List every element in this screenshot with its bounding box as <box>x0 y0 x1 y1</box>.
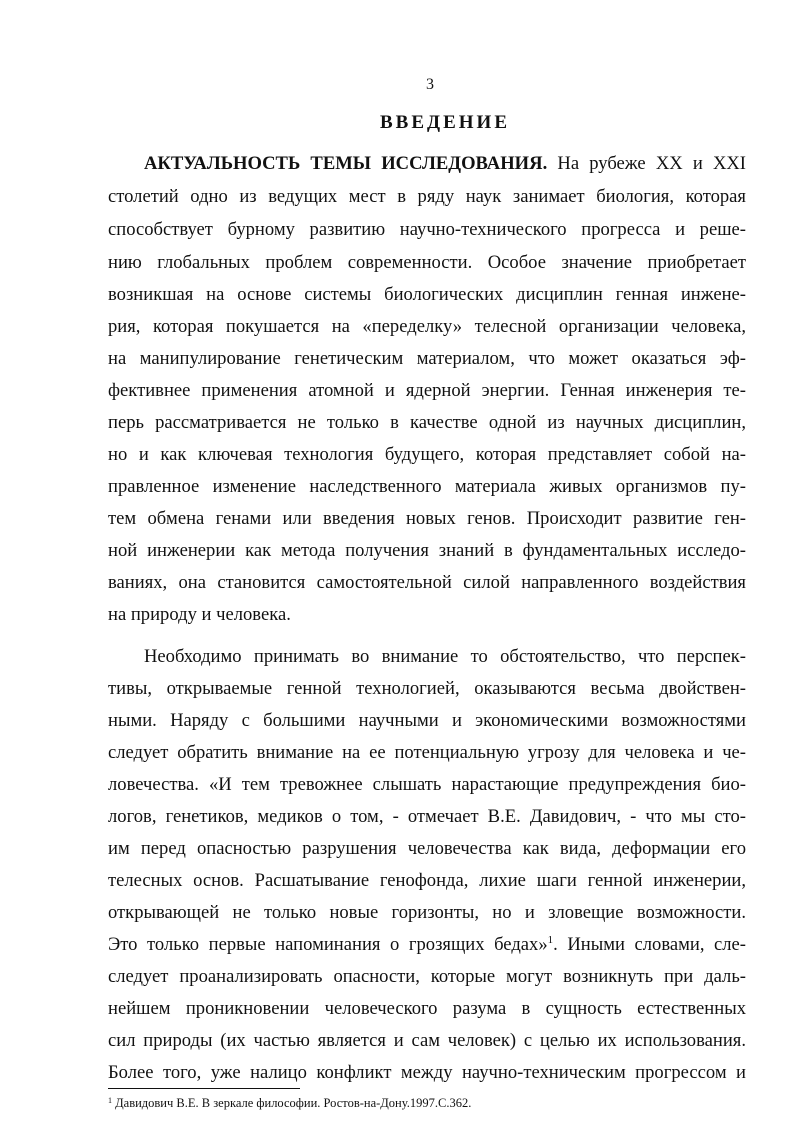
text-line: следует обратить внимание на ее потенциальную угрозу для человека и че- <box>108 742 746 763</box>
footnote-marker: 1 <box>108 1096 112 1105</box>
text-line: телесных основ. Расшатывание генофонда, лихие шаги генной инженерии, <box>108 870 746 891</box>
text-line: ными. Наряду с большими научными и экономическими возможностями <box>108 710 746 731</box>
text-line: Это только первые напоминания о грозящих бедах»$^1$. Иными словами, сле- <box>108 934 747 955</box>
footnote-text: Давидович В.Е. В зеркале философии. Ростов-на-Дону.1997.С.362. <box>115 1096 472 1110</box>
text-line: столетий одно из ведущих мест в ряду наук занимает биология, которая <box>108 186 746 207</box>
text-line: им перед опасностью разрушения человечества как вида, деформации его <box>108 838 746 859</box>
text-line: следует проанализировать опасности, которые могут возникнуть при даль- <box>108 966 746 987</box>
text-line: рия, которая покушается на «переделку» телесной организации человека, <box>108 316 746 337</box>
text-line: но и как ключевая технология будущего, которая представляет собой на- <box>108 444 746 465</box>
text-line: АКТУАЛЬНОСТЬ ТЕМЫ ИССЛЕДОВАНИЯ. На рубеже XX и XXI <box>144 153 746 174</box>
text-line: фективнее применения атомной и ядерной энергии. Генная инженерия те- <box>108 380 746 401</box>
text-line: тем обмена генами или введения новых генов. Происходит развитие ген- <box>108 508 746 529</box>
text-line: на природу и человека. <box>108 604 291 625</box>
text-line: способствует бурному развитию научно-технического прогресса и реше- <box>108 219 746 240</box>
text-line: на манипулирование генетическим материалом, что может оказаться эф- <box>108 348 746 369</box>
section-heading: ВВЕДЕНИЕ <box>380 112 510 133</box>
text-line: логов, генетиков, медиков о том, - отмечает В.Е. Давидович, - что мы сто- <box>108 806 746 827</box>
footnote <box>108 1096 471 1111</box>
footnote-reference: 1 <box>547 934 554 946</box>
text-line: нейшем проникновении человеческого разума в сущность естественных <box>108 998 746 1019</box>
page-number: 3 <box>426 76 434 93</box>
text-line: Более того, уже налицо конфликт между научно-техническим прогрессом и <box>108 1062 746 1083</box>
text-line: Необходимо принимать во внимание то обстоятельство, что перспек- <box>144 646 746 667</box>
topic-relevance-label: АКТУАЛЬНОСТЬ ТЕМЫ ИССЛЕДОВАНИЯ. <box>144 153 548 174</box>
text-line: открывающей не только новые горизонты, но и зловещие возможности. <box>108 902 746 923</box>
text-line: правленное изменение наследственного материала живых организмов пу- <box>108 476 746 497</box>
text-line: возникшая на основе системы биологических дисциплин генная инжене- <box>108 284 746 305</box>
text-line: ваниях, она становится самостоятельной силой направленного воздействия <box>108 572 746 593</box>
text-line: перь рассматривается не только в качестве одной из научных дисциплин, <box>108 412 746 433</box>
footnote-divider <box>108 1088 300 1089</box>
text-line: ловечества. «И тем тревожнее слышать нарастающие предупреждения био- <box>108 774 746 795</box>
text-line: тивы, открываемые генной технологией, оказываются весьма двойствен- <box>108 678 746 699</box>
text-line: сил природы (их частью является и сам человек) с целью их использования. <box>108 1030 746 1051</box>
text-line: нию глобальных проблем современности. Особое значение приобретает <box>108 252 746 273</box>
text-line: ной инженерии как метода получения знаний в фундаментальных исследо- <box>108 540 746 561</box>
